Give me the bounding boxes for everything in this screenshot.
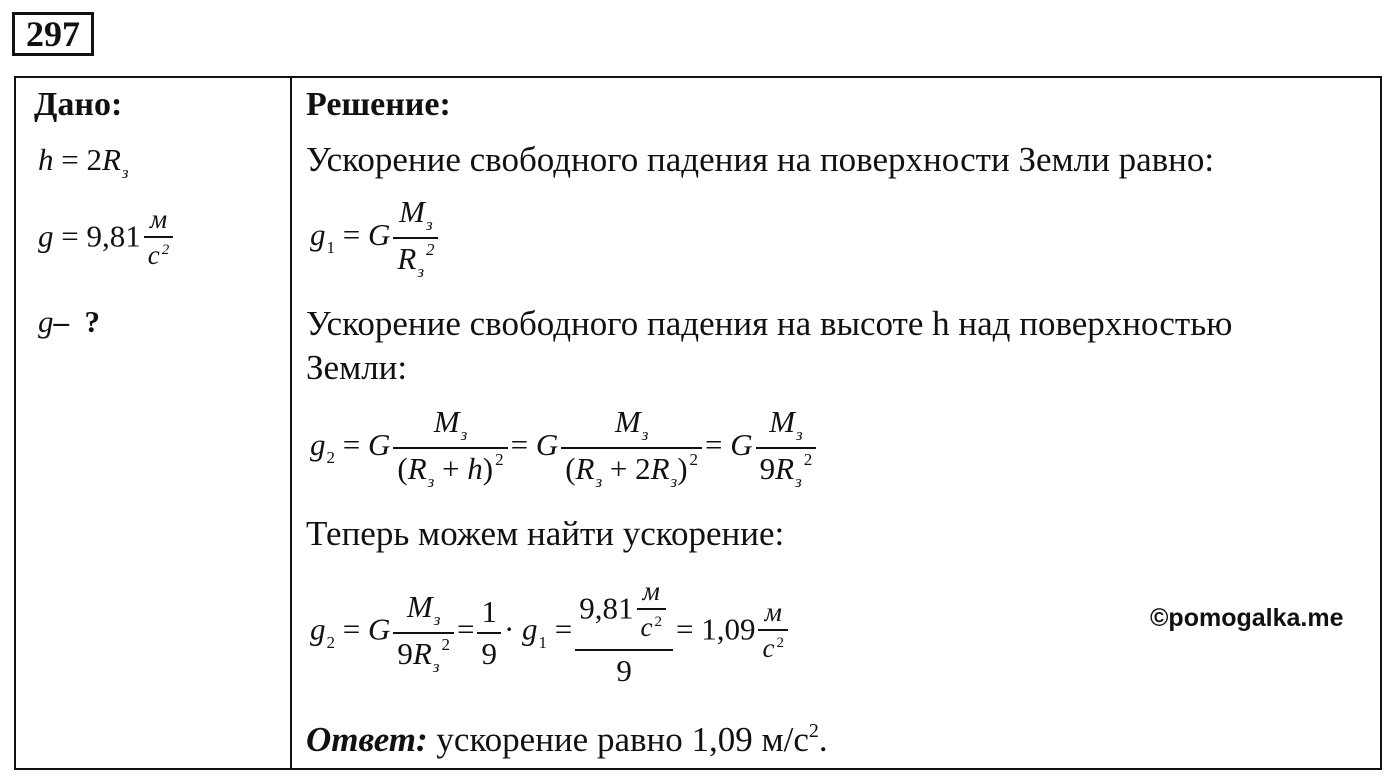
unknown-symbol: g [38,304,54,339]
solution-text-3: Теперь можем найти ускорение: [306,514,785,553]
solution-text-1: Ускорение свободного падения на поверхности Земли равно: [306,140,1215,179]
problem-number: 297 [12,12,94,56]
given-heading: Дано: [34,86,123,123]
question-mark: ? [84,304,100,339]
column-divider [290,78,292,768]
solution-heading: Решение: [306,86,451,123]
watermark: ©pomogalka.me [1150,604,1344,632]
solution-text-2a: Ускорение свободного падения на высоте h над поверхностью [306,304,1233,343]
given-height-formula: $h = 2R_з$ [38,142,129,182]
formula-result: $g_2 = G$ $\frac{M_з}{9R_з^2}$ = $\frac{1}{9}$ · $g_1$ = 9,81 $\frac{м}{c ^2}$ 9 = 1,09 $\frac{м}{c ^2}$ [310,576,791,689]
formula-g1: $g_1 = G$ $\frac{M_з}{R_з^2}$ [310,194,441,282]
solution-table [14,76,1382,770]
answer-sup: 2 [808,720,819,742]
solution-text-2b: Земли: [306,348,408,387]
dash: – [53,304,69,339]
formula-g2: $g_2 = G$ $\frac{M_з}{(R_з + h) ^2}$ = G $\frac{M_з}{(R_з + 2R_з) ^2}$ = G $\frac{M_з}{9R_з^2}$ [310,404,819,492]
answer-label: Ответ: [306,720,428,759]
answer-text: ускорение равно 1,09 м/с [436,720,809,759]
given-unknown [38,304,100,340]
answer-line [306,720,828,760]
answer-end: . [818,720,828,759]
given-gravity-value: g = 9,81 $\frac{м}{c ^2}$ [38,204,176,275]
